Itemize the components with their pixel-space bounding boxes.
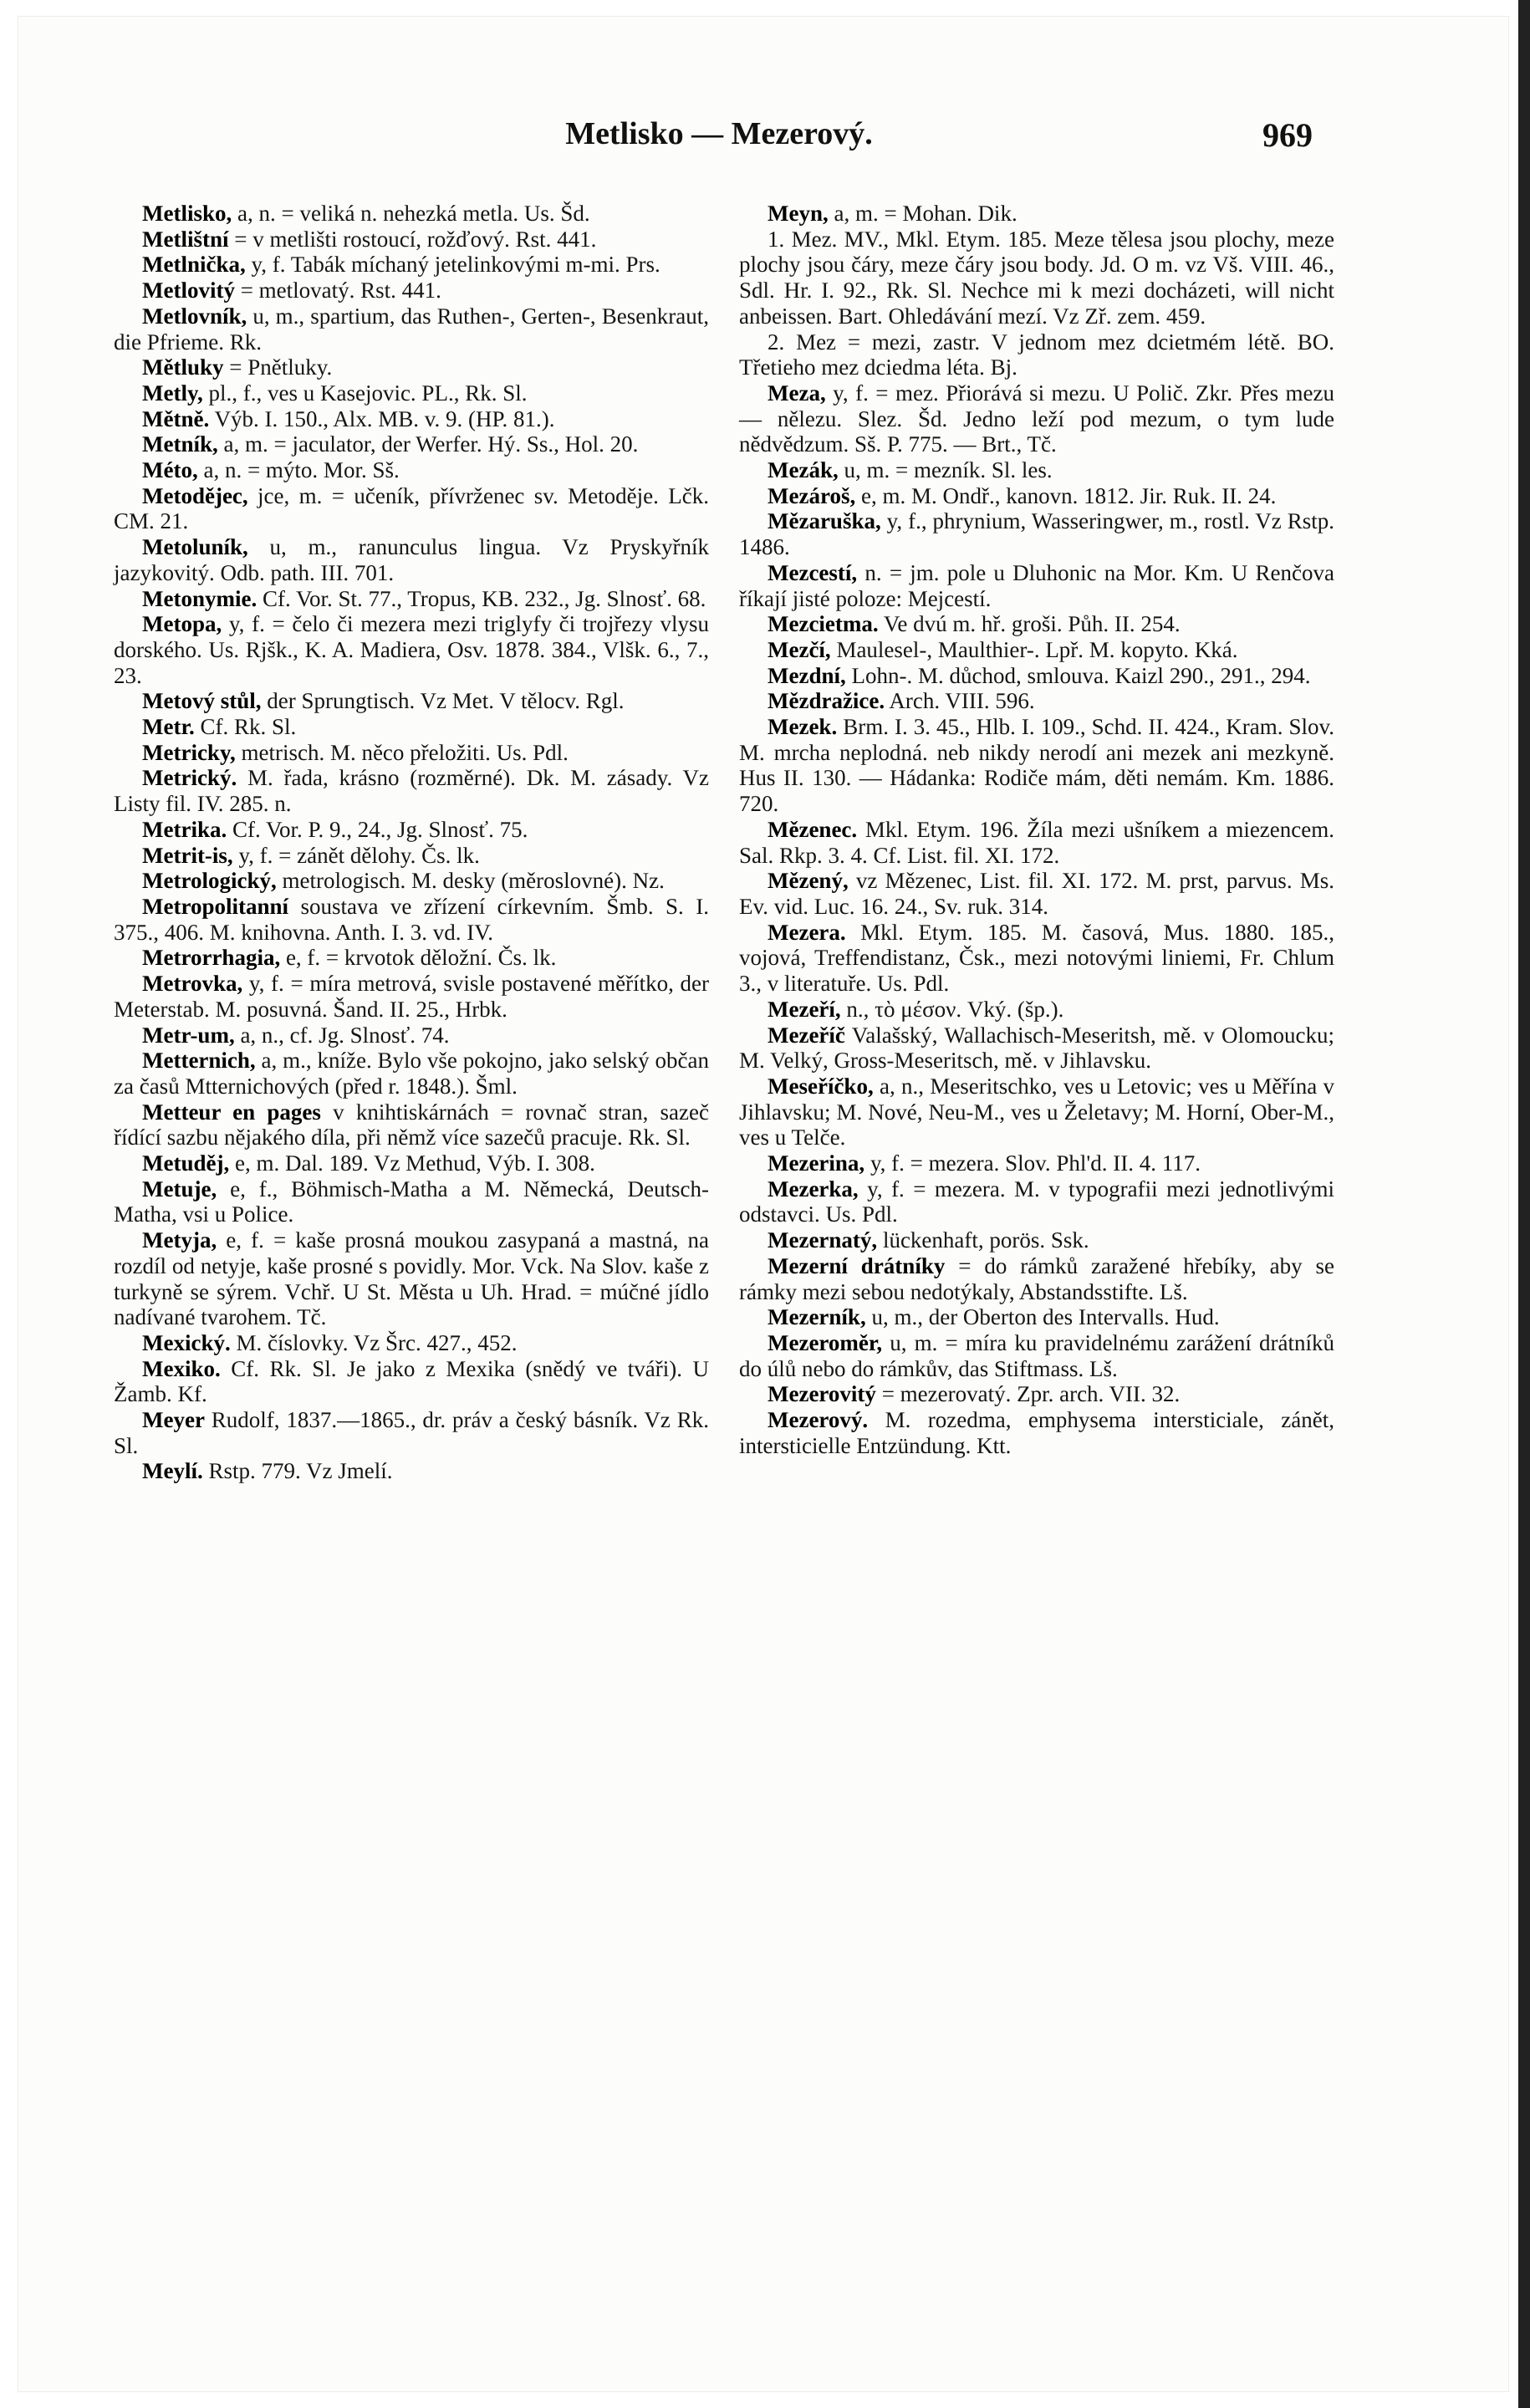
entry-headword: Metrorrhagia, xyxy=(142,945,281,971)
entry-headword: Metlovník, xyxy=(142,303,247,329)
dictionary-entry xyxy=(739,997,1334,1023)
entry-headword: Metoluník, xyxy=(142,534,248,560)
dictionary-entry xyxy=(114,868,709,894)
dictionary-entry xyxy=(114,1458,709,1484)
entry-text: Výb. I. 150., Alx. MB. v. 9. (HP. 81.). xyxy=(209,406,555,431)
dictionary-entry xyxy=(114,1099,709,1150)
entry-text: a, n. = mýto. Mor. Sš. xyxy=(197,457,400,483)
dictionary-entry xyxy=(114,945,709,971)
left-column xyxy=(114,201,709,1484)
entry-headword: Metonymie. xyxy=(142,585,258,611)
entry-text: v knihtiskárnách = rovnač stran, sazeč řídící sazbu nějakého díla, při němž více sazečů pracuje. Rk. Sl. xyxy=(114,1099,709,1150)
entry-text: Mkl. Etym. 185. M. časová, Mus. 1880. 185., vojová, Treffendistanz, Čsk., mezi notovými liniemi, Fr. Chlum 3., v literatuře. Us. Pdl. xyxy=(739,919,1334,997)
dictionary-entry xyxy=(739,1150,1334,1176)
entry-text: n. = jm. pole u Dluhonic na Mor. Km. U Renčova říkají jisté poloze: Mejcestí. xyxy=(739,559,1334,611)
dictionary-entry xyxy=(114,714,709,740)
dictionary-entry xyxy=(739,688,1334,714)
entry-text: Lohn-. M. důchod, smlouva. Kaizl 290., 291., 294. xyxy=(845,662,1311,688)
entry-headword: Meyer xyxy=(142,1407,205,1433)
entry-text: vz Mězenec, List. fil. XI. 172. M. prst, parvus. Ms. Ev. vid. Luc. 16. 24., Sv. ruk. 314. xyxy=(739,868,1334,919)
entry-text: 2. Mez = mezi, zastr. V jednom mez dcietmém létě. BO. Třetieho mez dciedma léta. Bj. xyxy=(739,329,1334,380)
scan-dark-edge xyxy=(1518,0,1530,2408)
dictionary-entry xyxy=(739,817,1334,868)
entry-text: Cf. Rk. Sl. xyxy=(194,714,297,740)
dictionary-entry xyxy=(739,611,1334,637)
entry-headword: Metr-um, xyxy=(142,1022,235,1048)
entry-text: der Sprungtisch. Vz Met. V tělocv. Rgl. xyxy=(261,688,625,714)
dictionary-entry xyxy=(114,201,709,227)
dictionary-entry xyxy=(739,1227,1334,1253)
entry-text: e, f. = kaše prosná moukou zasypaná a mastná, na rozdíl od netyje, kaše prosné s povidly. Mor. Vck. Na Slov. kaše z turkyně se sýrem. Vchř. U St. Města u Uh. Hrad. = múčné jídlo nadívané tvarohem. Tč. xyxy=(114,1227,709,1330)
dictionary-entry xyxy=(739,920,1334,997)
entry-text: Maulesel-, Maulthier-. Lpř. M. kopyto. Kká. xyxy=(830,636,1238,662)
entry-headword: Mězdražice. xyxy=(768,688,885,714)
dictionary-entry xyxy=(114,406,709,432)
dictionary-entry xyxy=(739,380,1334,457)
entry-headword: Metlištní xyxy=(142,226,229,252)
entry-text: y, f. = čelo či mezera mezi triglyfy či trojřezy vlysu dorského. Us. Rjšk., K. A. Madiera, Osv. 1878. 384., Vlšk. 6., 7., 23. xyxy=(114,611,709,688)
dictionary-entry xyxy=(739,560,1334,611)
entry-text: jce, m. = učeník, přívrženec sv. Metoděje. Lčk. CM. 21. xyxy=(114,482,709,534)
dictionary-entry xyxy=(739,457,1334,483)
dictionary-entry xyxy=(114,252,709,278)
entry-headword: Mezeroměr, xyxy=(768,1329,883,1355)
entry-text: u, m. = mezník. Sl. les. xyxy=(838,457,1053,483)
entry-text: n., τὸ μέσον. Vký. (šp.). xyxy=(840,996,1064,1022)
entry-text: M. číslovky. Vz Šrc. 427., 452. xyxy=(230,1329,518,1355)
dictionary-entry xyxy=(114,1407,709,1458)
entry-headword: Meza, xyxy=(768,380,826,406)
dictionary-entry xyxy=(739,637,1334,663)
dictionary-entry xyxy=(739,508,1334,559)
entry-headword: Mezerina, xyxy=(768,1150,865,1176)
entry-headword: Metuděj, xyxy=(142,1150,230,1176)
entry-headword: Mězený, xyxy=(768,868,849,894)
entry-headword: Metrovka, xyxy=(142,971,243,997)
entry-text: = mezerovatý. Zpr. arch. VII. 32. xyxy=(875,1381,1181,1407)
dictionary-entry xyxy=(114,534,709,585)
dictionary-entry xyxy=(739,1023,1334,1074)
entry-headword: Mexiko. xyxy=(142,1355,221,1381)
entry-text: soustava ve zřízení církevním. Šmb. S. I. 375., 406. M. knihovna. Anth. I. 3. vd. IV. xyxy=(114,893,709,945)
dictionary-entry xyxy=(114,611,709,688)
entry-headword: Metrologický, xyxy=(142,868,277,894)
entry-headword: Meylí. xyxy=(142,1458,203,1484)
entry-headword: Mězaruška, xyxy=(768,508,881,534)
entry-headword: Metlovitý xyxy=(142,278,235,304)
entry-text: a, m., kníže. Bylo vše pokojno, jako selský občan za časů Mtternichových (před r. 1848.). Šml. xyxy=(114,1048,709,1099)
entry-text: y, f. = mezera. Slov. Phl'd. II. 4. 117. xyxy=(864,1150,1201,1176)
entry-text: u, m., ranunculus lingua. Vz Pryskyřník jazykovitý. Odb. path. III. 701. xyxy=(114,534,709,585)
dictionary-entry xyxy=(739,483,1334,509)
entry-headword: Mezcestí, xyxy=(768,559,858,585)
entry-headword: Mexický. xyxy=(142,1329,231,1355)
entry-headword: Metrika. xyxy=(142,816,227,842)
entry-headword: Mezernatý, xyxy=(768,1227,878,1253)
entry-headword: Metník, xyxy=(142,431,218,457)
dictionary-entry xyxy=(114,278,709,304)
entry-text: Cf. Rk. Sl. Je jako z Mexika (snědý ve tváři). U Žamb. Kf. xyxy=(114,1355,709,1407)
dictionary-entry xyxy=(114,457,709,483)
entry-text: e, f. = krvotok děložní. Čs. lk. xyxy=(280,945,557,971)
dictionary-entry xyxy=(739,329,1334,380)
entry-headword: Mezároš, xyxy=(768,482,856,508)
entry-text: Arch. VIII. 596. xyxy=(885,688,1035,714)
entry-headword: Metrický. xyxy=(142,765,237,791)
dictionary-entry xyxy=(114,817,709,843)
entry-headword: Mezerka, xyxy=(768,1176,859,1201)
entry-text: y, f. Tabák míchaný jetelinkovými m-mi. Prs. xyxy=(245,252,660,278)
dictionary-entry xyxy=(739,868,1334,919)
entry-headword: Metlisko, xyxy=(142,201,232,226)
dictionary-entry xyxy=(739,1253,1334,1304)
entry-text: Cf. Vor. P. 9., 24., Jg. Slnosť. 75. xyxy=(227,816,528,842)
entry-headword: Méto, xyxy=(142,457,198,483)
entry-headword: Mezerní drátníky xyxy=(768,1252,946,1278)
dictionary-entry xyxy=(114,304,709,355)
dictionary-entry xyxy=(114,483,709,534)
entry-text: lückenhaft, porös. Ssk. xyxy=(877,1227,1089,1253)
dictionary-entry xyxy=(114,688,709,714)
dictionary-entry xyxy=(114,1176,709,1227)
entry-headword: Metropolitanní xyxy=(142,893,288,919)
entry-text: e, m. Dal. 189. Vz Methud, Výb. I. 308. xyxy=(229,1150,595,1176)
entry-text: e, f., Böhmisch-Matha a M. Německá, Deutsch-Matha, vsi u Police. xyxy=(114,1176,709,1227)
entry-headword: Metternich, xyxy=(142,1048,256,1074)
dictionary-entry xyxy=(114,894,709,945)
dictionary-entry xyxy=(114,431,709,457)
entry-text: a, n. = veliká n. nehezká metla. Us. Šd. xyxy=(232,201,590,226)
dictionary-entry xyxy=(114,586,709,612)
dictionary-entry xyxy=(739,714,1334,817)
entry-text: metrologisch. M. desky (měroslovné). Nz. xyxy=(276,868,665,894)
entry-headword: Metyja, xyxy=(142,1227,217,1253)
entry-headword: Mezek. xyxy=(768,714,838,740)
entry-text: Rudolf, 1837.—1865., dr. práv a český básník. Vz Rk. Sl. xyxy=(114,1407,709,1458)
dictionary-entry xyxy=(739,1074,1334,1150)
dictionary-entry xyxy=(739,227,1334,329)
entry-text: M. rozedma, emphysema intersticiale, zánět, intersticielle Entzündung. Ktt. xyxy=(739,1407,1334,1458)
entry-headword: Mezera. xyxy=(768,919,846,945)
entry-text: M. řada, krásno (rozměrné). Dk. M. zásady. Vz Listy fil. IV. 285. n. xyxy=(114,765,709,817)
entry-text: Cf. Vor. St. 77., Tropus, KB. 232., Jg. Slnosť. 68. xyxy=(257,585,706,611)
entry-headword: Mezeříč xyxy=(768,1022,845,1048)
entry-headword: Metteur en pages xyxy=(142,1099,321,1125)
dictionary-entry xyxy=(114,1023,709,1048)
dictionary-entry xyxy=(114,971,709,1022)
dictionary-entry xyxy=(114,227,709,253)
dictionary-entry xyxy=(114,355,709,380)
dictionary-entry xyxy=(739,1176,1334,1227)
entry-headword: Metly, xyxy=(142,380,203,406)
entry-headword: Metr. xyxy=(142,714,195,740)
entry-headword: Meseříčko, xyxy=(768,1073,874,1099)
dictionary-entry xyxy=(114,1356,709,1407)
entry-text: Brm. I. 3. 45., Hlb. I. 109., Schd. II. 424., Kram. Slov. M. mrcha neplodná. neb nikdy nerodí ani mezek ani mezkyně. Hus II. 130. — Hádanka: Rodiče mám, děti nemám. Km. 1886. 720. xyxy=(739,714,1334,817)
dictionary-entry xyxy=(114,1048,709,1099)
entry-headword: Mezerovitý xyxy=(768,1381,876,1407)
running-head: Metlisko — Mezerový. xyxy=(565,116,873,151)
entry-headword: Metuje, xyxy=(142,1176,217,1201)
dictionary-entry xyxy=(739,1407,1334,1458)
dictionary-entry xyxy=(739,1381,1334,1407)
dictionary-entry xyxy=(739,1330,1334,1381)
entry-text: = Pnětluky. xyxy=(223,355,333,380)
entry-text: y, f. = mez. Přiorává si mezu. U Polič. Zkr. Přes mezu — nělezu. Slez. Šd. Jedno leží pod mezum, o tym lude nědvědzum. Sš. P. 775. — Brt., Tč. xyxy=(739,380,1334,457)
entry-text: y, f. = míra metrová, svisle postavené měřítko, der Meterstab. M. posuvná. Šand. II. 25., Hrbk. xyxy=(114,971,709,1022)
entry-text: u, m., der Oberton des Intervalls. Hud. xyxy=(865,1304,1220,1330)
entry-text: a, m. = Mohan. Dik. xyxy=(828,201,1017,226)
entry-text: Mkl. Etym. 196. Žíla mezi ušníkem a miezencem. Sal. Rkp. 3. 4. Cf. List. fil. XI. 172. xyxy=(739,816,1334,868)
entry-text: Rstp. 779. Vz Jmelí. xyxy=(202,1458,393,1484)
dictionary-entry xyxy=(114,1150,709,1176)
entry-text: a, m. = jaculator, der Werfer. Hý. Ss., Hol. 20. xyxy=(217,431,639,457)
entry-text: y, f., phrynium, Wasseringwer, m., rostl. Vz Rstp. 1486. xyxy=(739,508,1334,560)
dictionary-entry xyxy=(114,765,709,816)
dictionary-entry xyxy=(114,380,709,406)
entry-headword: Mezerník, xyxy=(768,1304,866,1330)
entry-headword: Metricky, xyxy=(142,739,236,765)
entry-text: u, m., spartium, das Ruthen-, Gerten-, Besenkraut, die Pfrieme. Rk. xyxy=(114,303,709,355)
dictionary-entry xyxy=(739,1304,1334,1330)
page-number: 969 xyxy=(1262,116,1313,154)
entry-headword: Mětluky xyxy=(142,355,224,380)
entry-text: y, f. = mezera. M. v typografii mezi jednotlivými odstavci. Us. Pdl. xyxy=(739,1176,1334,1227)
entry-headword: Mezcietma. xyxy=(768,611,879,637)
entry-text: a, n., Meseritschko, ves u Letovic; ves u Měřína v Jihlavsku; M. Nové, Neu-M., ves u Želetavy; M. Horní, Ober-M., ves u Telče. xyxy=(739,1073,1334,1150)
entry-headword: Mětně. xyxy=(142,406,210,431)
entry-headword: Mezeří, xyxy=(768,996,841,1022)
right-column xyxy=(739,201,1334,1458)
entry-headword: Mezerový. xyxy=(768,1407,869,1433)
entry-text: e, m. M. Ondř., kanovn. 1812. Jir. Ruk. II. 24. xyxy=(855,482,1277,508)
entry-text: 1. Mez. MV., Mkl. Etym. 185. Meze tělesa jsou plochy, meze plochy jsou čáry, meze čáry jsou body. Jd. O m. vz Vš. VIII. 46., Sdl. Hr. I. 92., Rk. Sl. Nechce mi k mezi docházeti, will nicht anbeissen. Bart. Ohledávání mezí. Vz Zř. zem. 459. xyxy=(739,226,1334,329)
entry-text: metrisch. M. něco přeložiti. Us. Pdl. xyxy=(235,739,569,765)
dictionary-entry xyxy=(114,843,709,869)
page-header xyxy=(125,115,1313,166)
entry-text: = do rámků zaražené hřebíky, aby se rámky mezi sebou nedotýkaly, Abstandsstifte. Lš. xyxy=(739,1252,1335,1304)
dictionary-entry xyxy=(739,201,1334,227)
dictionary-entry xyxy=(114,1330,709,1356)
entry-headword: Metrit-is, xyxy=(142,842,233,868)
dictionary-entry xyxy=(114,740,709,766)
dictionary-entry xyxy=(114,1227,709,1330)
entry-headword: Mezák, xyxy=(768,457,839,483)
entry-headword: Meyn, xyxy=(768,201,829,226)
entry-headword: Metlnička, xyxy=(142,252,246,278)
entry-headword: Mezdní, xyxy=(768,662,846,688)
dictionary-entry xyxy=(739,663,1334,689)
entry-text: = metlovatý. Rst. 441. xyxy=(234,278,441,304)
entry-text: pl., f., ves u Kasejovic. PL., Rk. Sl. xyxy=(202,380,528,406)
entry-text: u, m. = míra ku pravidelnému zarážení drátníků do úlů nebo do rámkův, das Stiftmass. Lš. xyxy=(739,1329,1334,1381)
entry-text: y, f. = zánět dělohy. Čs. lk. xyxy=(232,842,480,868)
entry-headword: Mězenec. xyxy=(768,816,858,842)
entry-text: Valašský, Wallachisch-Meseritsh, mě. v Olomoucku; M. Velký, Gross-Meseritsch, mě. v Jihlavsku. xyxy=(739,1022,1334,1074)
entry-headword: Metový stůl, xyxy=(142,688,262,714)
entry-headword: Metodějec, xyxy=(142,482,248,508)
entry-text: a, n., cf. Jg. Slnosť. 74. xyxy=(234,1022,450,1048)
entry-text: Ve dvú m. hř. groši. Půh. II. 254. xyxy=(878,611,1181,637)
entry-headword: Mezčí, xyxy=(768,636,831,662)
entry-headword: Metopa, xyxy=(142,611,222,637)
entry-text: = v metlišti rostoucí, rožďový. Rst. 441. xyxy=(228,226,597,252)
